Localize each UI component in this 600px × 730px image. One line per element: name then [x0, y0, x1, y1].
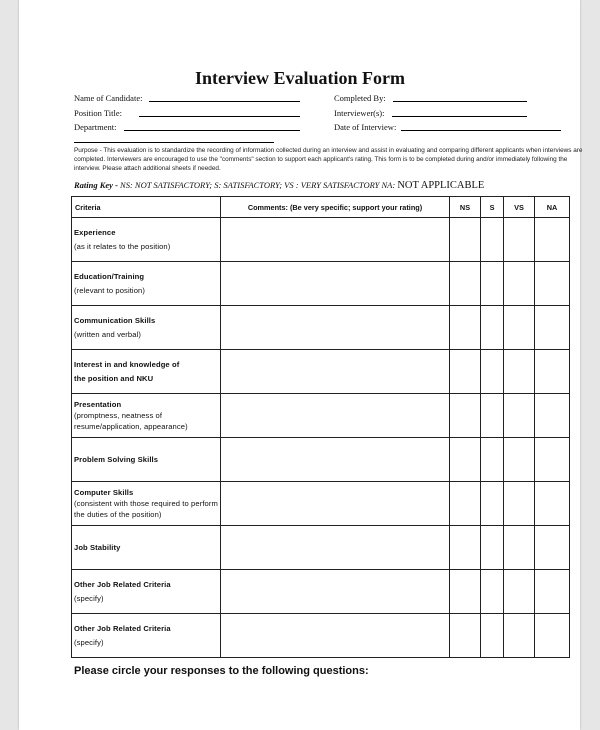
criteria-cell: [72, 306, 221, 350]
ns-header: NS: [450, 197, 481, 218]
criteria-cell: [72, 394, 221, 438]
interviewers-label: Interviewer(s):: [334, 108, 385, 118]
criteria-name: Interest in and knowledge of: [74, 359, 180, 369]
criteria-name: Job Stability: [74, 542, 121, 552]
table-row: [72, 394, 570, 438]
criteria-header: Criteria: [72, 197, 221, 218]
criteria-note: (specify): [74, 637, 104, 647]
rating-key-na-label: NA:: [379, 180, 398, 190]
table-row: [72, 570, 570, 614]
vs-cell[interactable]: [504, 394, 535, 438]
comments-cell[interactable]: [221, 218, 450, 262]
criteria-name: Other Job Related Criteria: [74, 579, 171, 589]
ns-cell[interactable]: [450, 614, 481, 658]
s-cell[interactable]: [481, 306, 504, 350]
position-title-line[interactable]: [139, 116, 300, 117]
na-cell[interactable]: [535, 218, 570, 262]
rating-key: [74, 180, 484, 191]
table-row: [72, 438, 570, 482]
department-label: Department:: [74, 122, 117, 132]
ns-cell[interactable]: [450, 218, 481, 262]
s-cell[interactable]: [481, 614, 504, 658]
purpose-paragraph: Purpose - This evaluation is to standardize the recording of information collected during an interview and assist in evaluating and comparing different applicants when interviews are completed. Interviewers are encouraged to use the "comments" section to support each applicant's rating. This form is to be completed during and/or immediately following the interview. Please attach additional sheets if needed.: [74, 147, 583, 172]
na-cell[interactable]: [535, 438, 570, 482]
rating-key-prefix: Rating Key -: [74, 180, 121, 190]
rating-key-scale: NS: NOT SATISFACTORY; S: SATISFACTORY; VS : VERY SATISFACTORY: [120, 180, 380, 190]
criteria-cell: [72, 614, 221, 658]
criteria-cell: [72, 482, 221, 526]
na-cell[interactable]: [535, 482, 570, 526]
date-of-interview-line[interactable]: [401, 130, 561, 131]
position-title-label: Position Title:: [74, 108, 122, 118]
criteria-name: Communication Skills: [74, 315, 156, 325]
criteria-name: Education/Training: [74, 271, 145, 281]
comments-cell[interactable]: [221, 526, 450, 570]
criteria-note: (written and verbal): [74, 329, 141, 339]
criteria-cell: [72, 262, 221, 306]
vs-cell[interactable]: [504, 482, 535, 526]
vs-cell[interactable]: [504, 570, 535, 614]
table-row: [72, 306, 570, 350]
vs-cell[interactable]: [504, 262, 535, 306]
criteria-note: (specify): [74, 593, 104, 603]
comments-cell[interactable]: [221, 438, 450, 482]
date-of-interview-label: Date of Interview:: [334, 122, 397, 132]
comments-cell[interactable]: [221, 570, 450, 614]
table-header-row: [72, 197, 570, 218]
comments-cell[interactable]: [221, 350, 450, 394]
rating-key-na: NOT APPLICABLE: [397, 180, 485, 191]
ns-cell[interactable]: [450, 526, 481, 570]
na-cell[interactable]: [535, 526, 570, 570]
ns-cell[interactable]: [450, 350, 481, 394]
s-cell[interactable]: [481, 570, 504, 614]
comments-cell[interactable]: [221, 614, 450, 658]
criteria-cell: [72, 218, 221, 262]
form-title: Interview Evaluation Form: [195, 68, 405, 88]
name-of-candidate-line[interactable]: [149, 101, 300, 102]
comments-cell[interactable]: [221, 262, 450, 306]
na-cell[interactable]: [535, 350, 570, 394]
completed-by-line[interactable]: [393, 101, 527, 102]
s-cell[interactable]: [481, 350, 504, 394]
criteria-name: Presentation: [74, 400, 122, 409]
table-row: [72, 218, 570, 262]
vs-cell[interactable]: [504, 526, 535, 570]
table-row: [72, 350, 570, 394]
purpose-divider: [74, 142, 274, 143]
comments-header: Comments: (Be very specific; support your rating): [221, 197, 450, 218]
vs-cell[interactable]: [504, 438, 535, 482]
table-row: [72, 482, 570, 526]
comments-cell[interactable]: [221, 394, 450, 438]
s-cell[interactable]: [481, 526, 504, 570]
criteria-cell: [72, 570, 221, 614]
ns-cell[interactable]: [450, 306, 481, 350]
na-cell[interactable]: [535, 570, 570, 614]
name-of-candidate-label: Name of Candidate:: [74, 93, 143, 103]
na-cell[interactable]: [535, 394, 570, 438]
s-cell[interactable]: [481, 394, 504, 438]
vs-cell[interactable]: [504, 218, 535, 262]
criteria-note: (relevant to position): [74, 285, 145, 295]
s-cell[interactable]: [481, 218, 504, 262]
vs-cell[interactable]: [504, 306, 535, 350]
criteria-cell: [72, 350, 221, 394]
na-cell[interactable]: [535, 306, 570, 350]
criteria-note: (promptness, neatness of resume/application, appearance): [74, 411, 188, 431]
question-heading: Please circle your responses to the following questions:: [74, 665, 369, 677]
completed-by-label: Completed By:: [334, 93, 386, 103]
table-row: [72, 614, 570, 658]
ns-cell[interactable]: [450, 438, 481, 482]
criteria-note: (as it relates to the position): [74, 241, 171, 251]
ns-cell[interactable]: [450, 570, 481, 614]
criteria-note: (consistent with those required to perform the duties of the position): [74, 499, 218, 519]
criteria-note: the position and NKU: [74, 373, 154, 383]
criteria-cell: [72, 438, 221, 482]
vs-cell[interactable]: [504, 614, 535, 658]
criteria-name: Experience: [74, 227, 116, 237]
comments-cell[interactable]: [221, 482, 450, 526]
na-cell[interactable]: [535, 614, 570, 658]
table-row: [72, 526, 570, 570]
criteria-name: Problem Solving Skills: [74, 454, 159, 464]
s-cell[interactable]: [481, 482, 504, 526]
criteria-name: Computer Skills: [74, 488, 134, 497]
ns-cell[interactable]: [450, 262, 481, 306]
criteria-name: Other Job Related Criteria: [74, 623, 171, 633]
s-cell[interactable]: [481, 438, 504, 482]
comments-cell[interactable]: [221, 306, 450, 350]
interviewers-line[interactable]: [392, 116, 527, 117]
na-header: NA: [535, 197, 570, 218]
ns-cell[interactable]: [450, 394, 481, 438]
evaluation-table: [71, 196, 570, 658]
criteria-cell: [72, 526, 221, 570]
na-cell[interactable]: [535, 262, 570, 306]
vs-cell[interactable]: [504, 350, 535, 394]
s-cell[interactable]: [481, 262, 504, 306]
s-header: S: [481, 197, 504, 218]
vs-header: VS: [504, 197, 535, 218]
table-row: [72, 262, 570, 306]
department-line[interactable]: [124, 130, 300, 131]
ns-cell[interactable]: [450, 482, 481, 526]
